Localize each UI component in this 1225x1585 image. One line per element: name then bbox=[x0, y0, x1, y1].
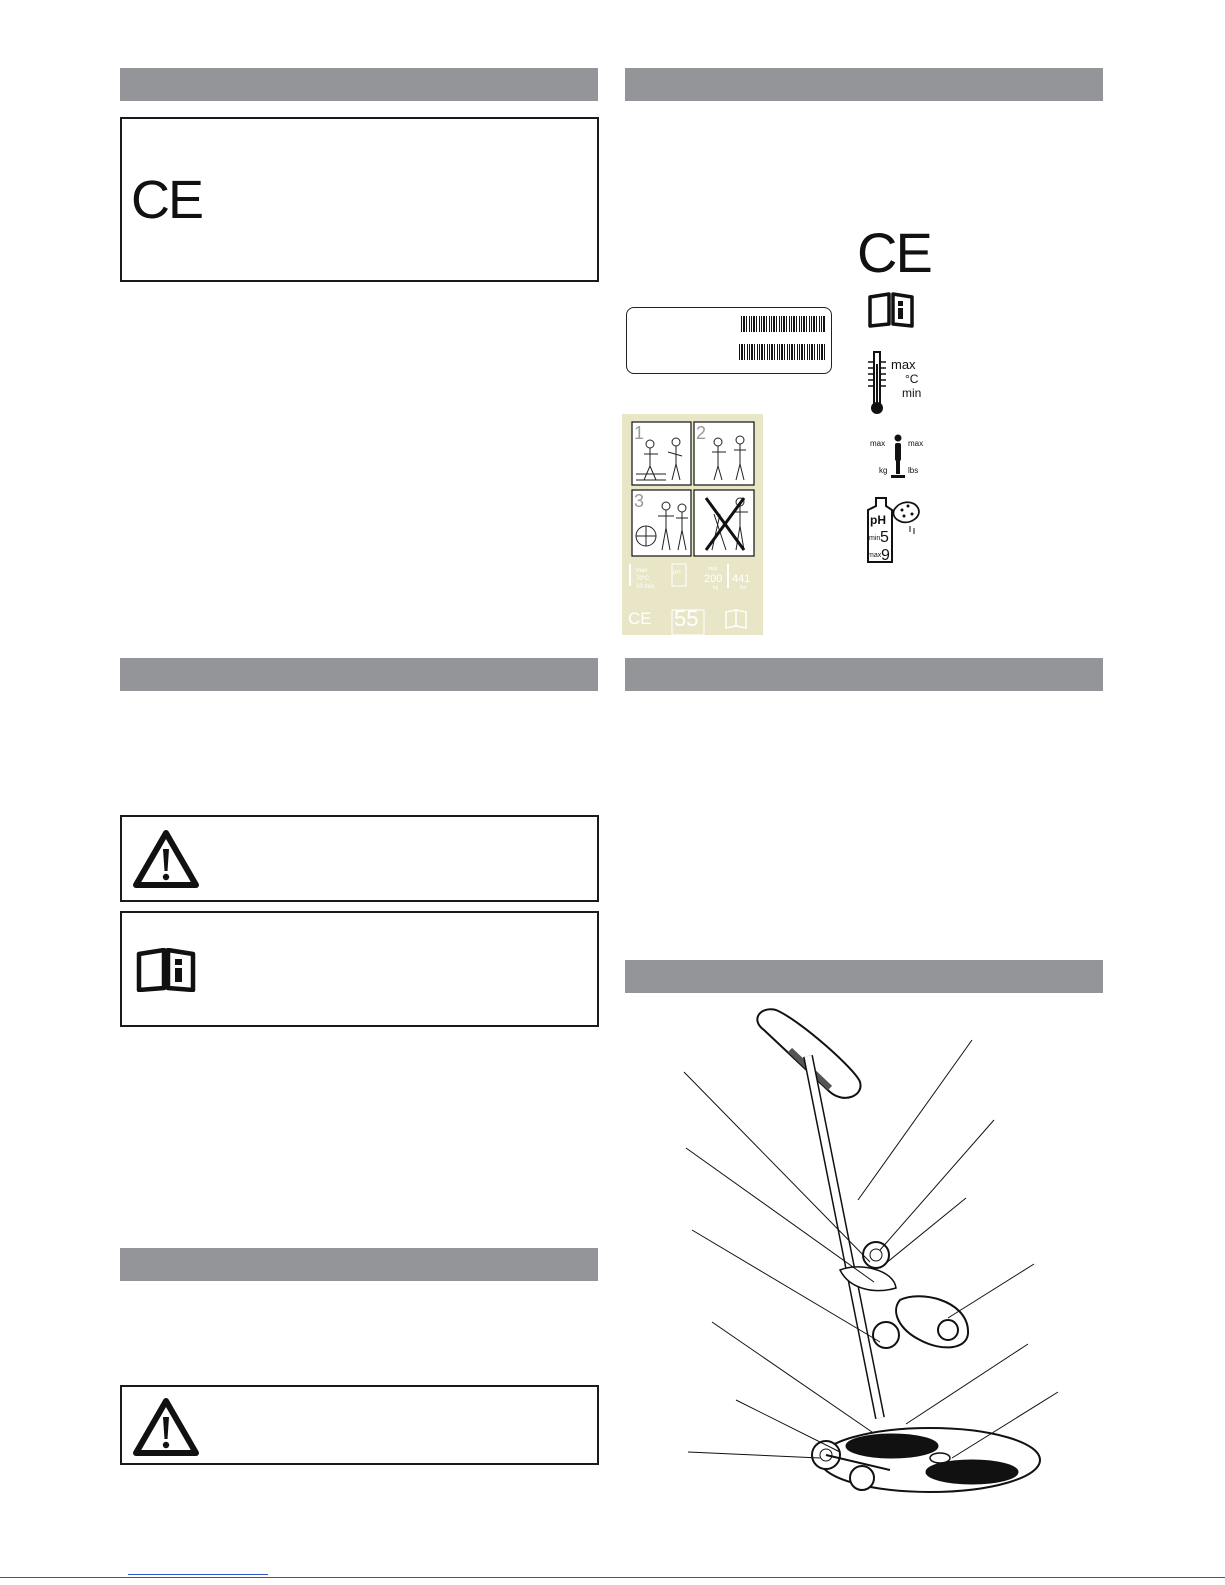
person-weight-icon bbox=[890, 434, 906, 480]
ce-mark-icon bbox=[131, 169, 202, 231]
thermometer-icon bbox=[866, 350, 888, 416]
weight-kg-unit: kg bbox=[713, 585, 719, 591]
barcode-icon bbox=[739, 344, 825, 360]
step-number-1: 1 bbox=[634, 423, 645, 443]
section-header-bar-5 bbox=[625, 960, 1103, 993]
info-manual-box bbox=[120, 911, 599, 1027]
section-header-bar-2 bbox=[625, 68, 1103, 101]
ce-mark-text: CE bbox=[131, 170, 203, 230]
temp-line-2: 70°C bbox=[636, 576, 650, 582]
step-number-3: 3 bbox=[634, 491, 645, 511]
section-header-bar-4 bbox=[625, 658, 1103, 691]
weight-lbs-value: 441 bbox=[732, 573, 751, 585]
product-diagram bbox=[680, 1000, 1090, 1500]
temp-max-label: max bbox=[891, 357, 916, 372]
warning-box-1 bbox=[120, 815, 599, 902]
info-manual-icon bbox=[867, 292, 915, 328]
weight-max-label: max bbox=[708, 566, 718, 572]
footer-link-underline bbox=[128, 1574, 268, 1575]
info-manual-icon bbox=[135, 948, 197, 992]
ph-max-value: 9 bbox=[881, 547, 890, 564]
temp-min-label: min bbox=[902, 386, 922, 400]
ph-text: pH bbox=[673, 570, 681, 576]
ph-max-label: max bbox=[868, 552, 882, 559]
temp-line-1: max bbox=[636, 568, 648, 574]
ip-rating: 55 bbox=[674, 606, 699, 631]
label-ce-mark: CE bbox=[628, 609, 652, 628]
person-weight-icon bbox=[727, 564, 729, 588]
barcode-icon bbox=[741, 316, 825, 332]
footer-rule bbox=[0, 1577, 1225, 1578]
weight-lbs-label: lbs bbox=[908, 466, 919, 475]
weight-lbs-unit: lbs bbox=[740, 585, 747, 591]
warning-box-2 bbox=[120, 1385, 599, 1465]
section-header-bar-1 bbox=[120, 68, 598, 101]
weight-kg-value: 200 bbox=[704, 573, 723, 585]
section-header-bar-6 bbox=[120, 1248, 598, 1281]
weight-max-right-label: max bbox=[908, 439, 924, 448]
warning-triangle-icon bbox=[132, 1397, 200, 1457]
weight-max-left-label: max bbox=[870, 439, 886, 448]
thermometer-icon bbox=[629, 564, 631, 586]
product-label-sticker bbox=[626, 307, 832, 374]
step-number-2: 2 bbox=[696, 423, 707, 443]
ph-min-label: min bbox=[869, 535, 881, 542]
ce-declaration-box bbox=[120, 117, 599, 282]
section-header-bar-3 bbox=[120, 658, 598, 691]
ph-label: pH bbox=[870, 513, 886, 527]
temp-line-3: 10 min. bbox=[636, 584, 656, 590]
ph-min-value: 5 bbox=[880, 529, 889, 546]
product-label-card bbox=[622, 414, 763, 635]
ph-bottle-icon bbox=[866, 496, 924, 566]
ce-mark-icon bbox=[857, 220, 931, 285]
temp-unit-label: °C bbox=[905, 372, 919, 386]
weight-kg-label: kg bbox=[879, 466, 888, 475]
symbol-ce-text: CE bbox=[857, 221, 931, 284]
warning-triangle-icon bbox=[132, 829, 200, 889]
